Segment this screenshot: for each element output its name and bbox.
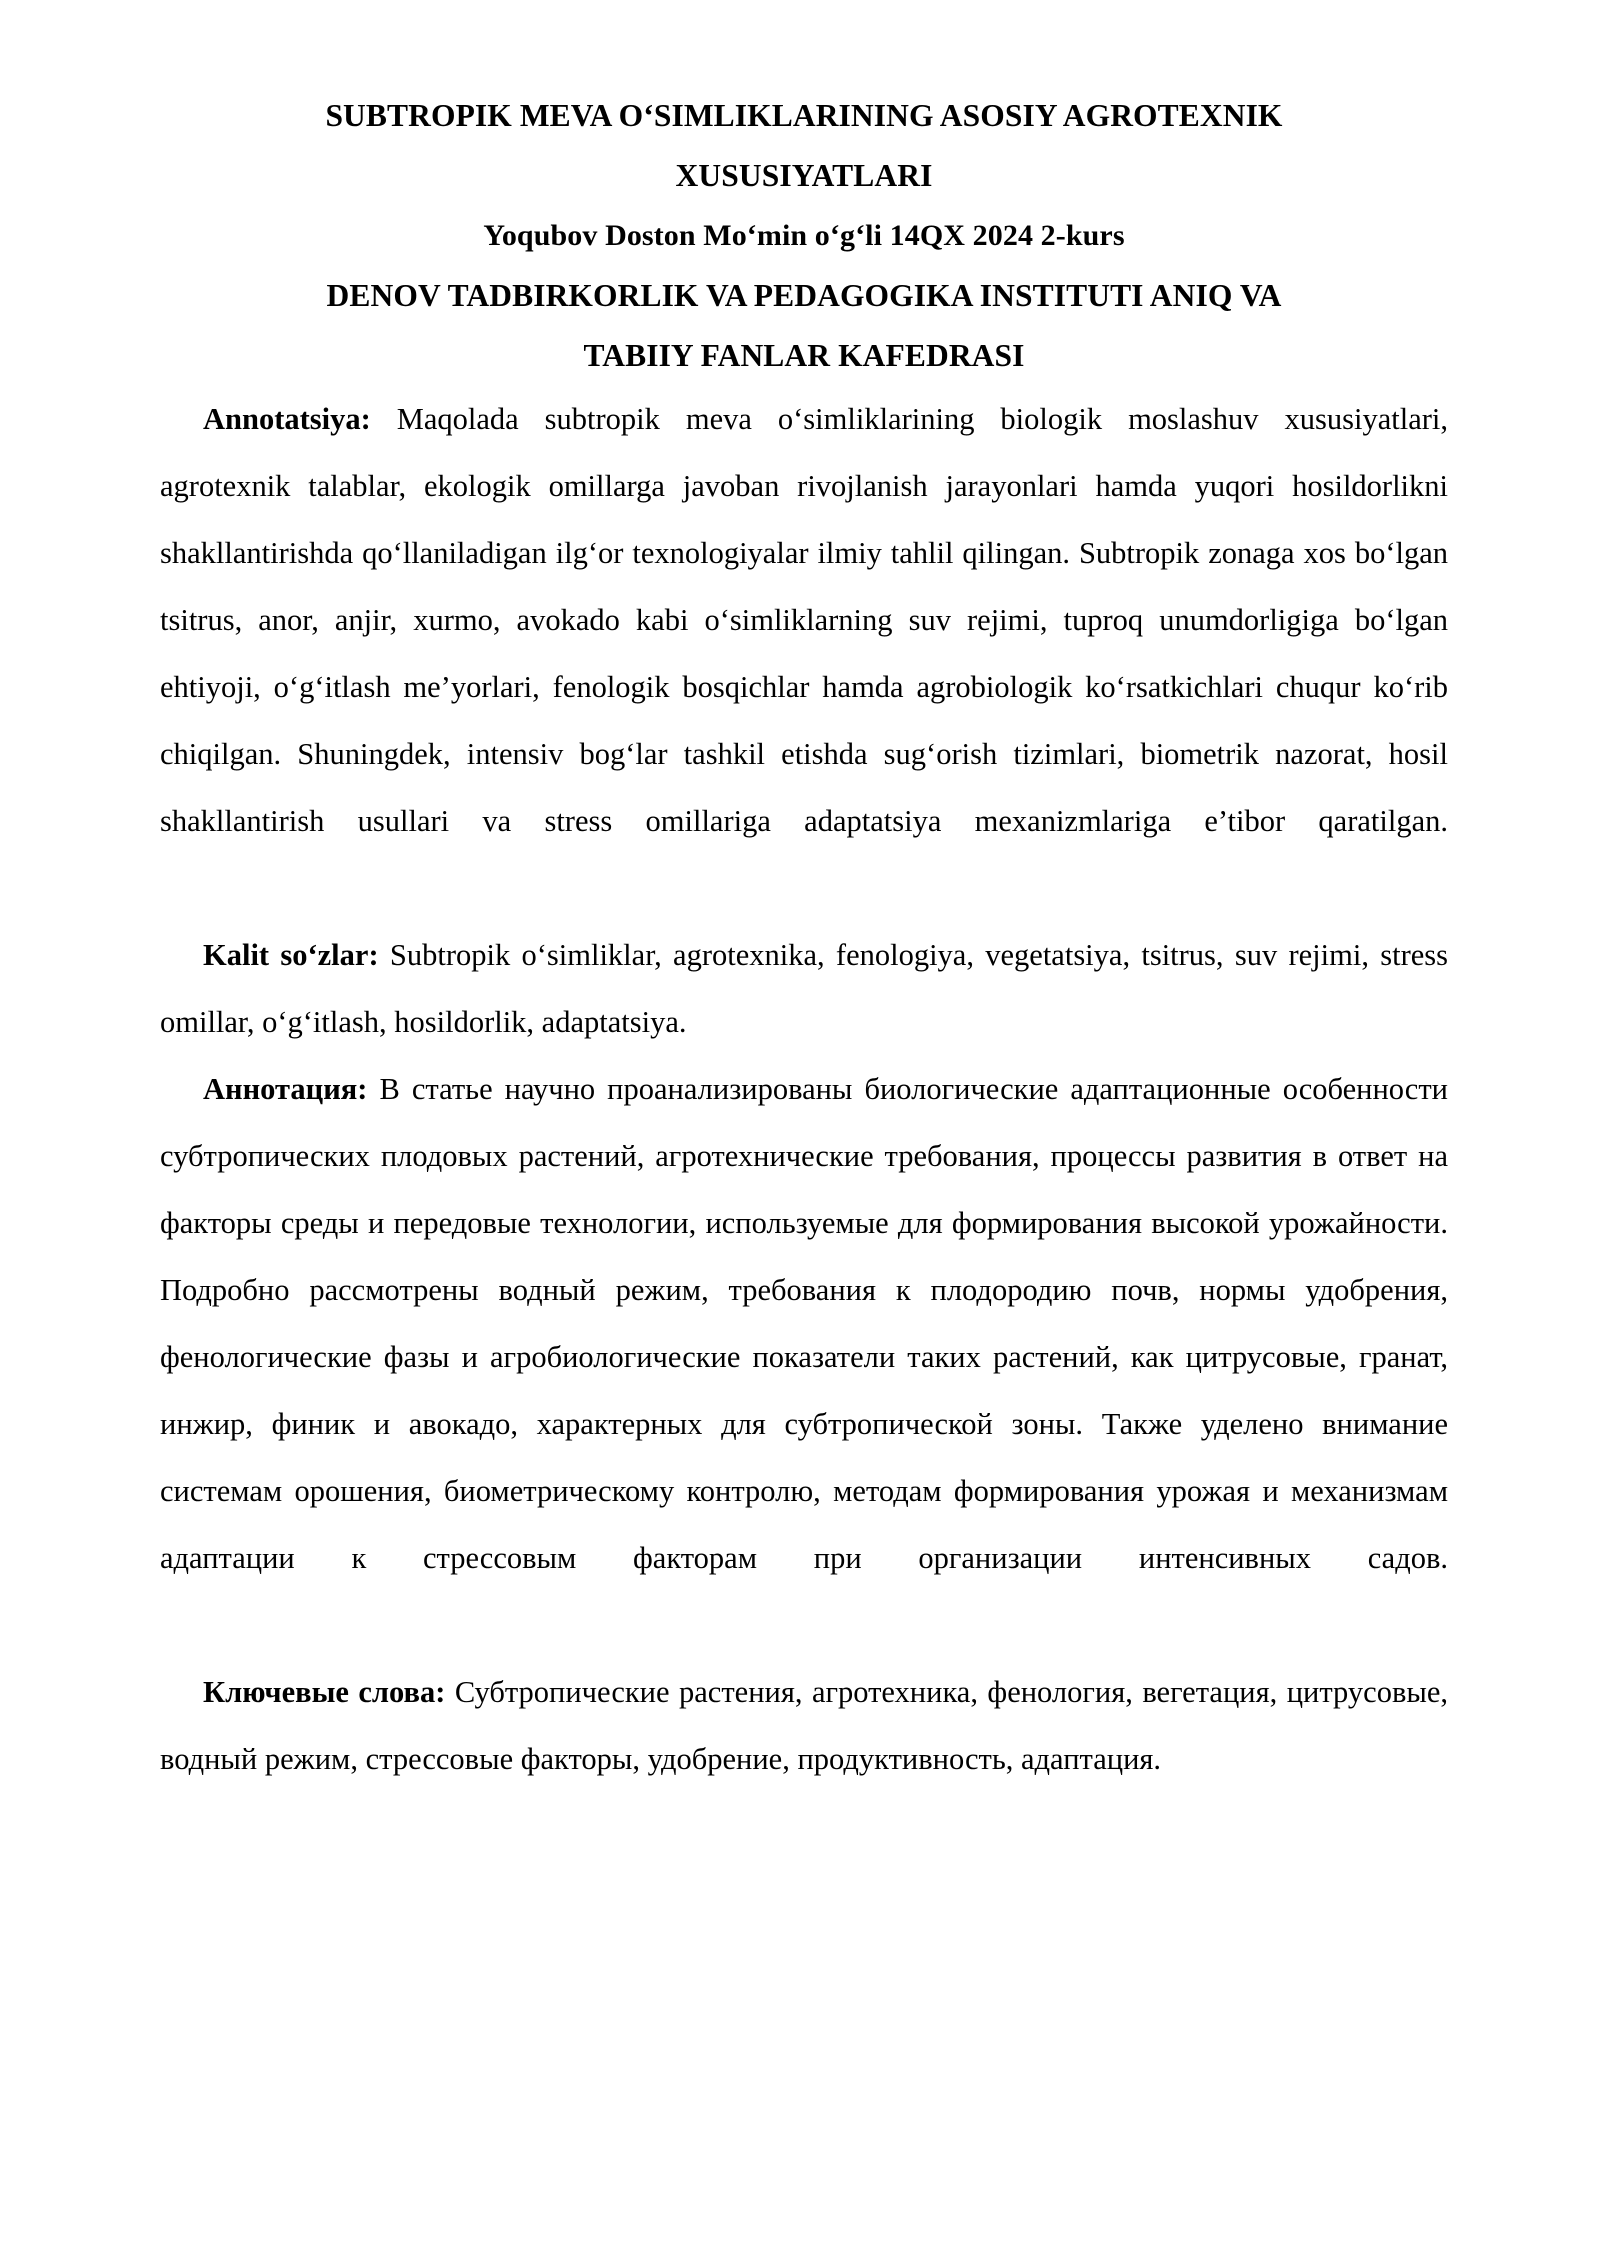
document-body bbox=[160, 86, 1448, 1793]
abstract-uz-text: Maqolada subtropik meva o‘simliklarining biologik moslashuv xususiyatlari, agrotexnik talablar, ekologik omillarga javoban rivojlanish jarayonlari hamda yuqori hosildorlikni shakllantirishda qo‘llaniladigan ilg‘or texnologiyalar ilmiy tahlil qilingan. Subtropik zonaga xos bo‘lgan tsitrus, anor, anjir, xurmo, avokado kabi o‘simliklarning suv rejimi, tuproq unumdorligiga bo‘lgan ehtiyoji, o‘g‘itlash me’yorlari, fenologik bosqichlar hamda agrobiologik ko‘rsatkichlari chuqur ko‘rib chiqilgan. Shuningdek, intensiv bog‘lar tashkil etishda sug‘orish tizimlari, biometrik nazorat, hosil shakllantirish usullari va stress omillariga adaptatsiya mexanizmlariga e’tibor qaratilgan. bbox=[160, 402, 1449, 838]
article-author: Yoqubov Doston Mo‘min o‘g‘li 14QX 2024 2-kurs bbox=[483, 219, 1125, 252]
abstract-ru-label: Аннотация: bbox=[203, 1072, 368, 1106]
keywords-uz-paragraph bbox=[160, 922, 1448, 1056]
keywords-ru-label: Ключевые слова: bbox=[203, 1675, 446, 1709]
article-title-line-2: XUSUSIYATLARI bbox=[675, 158, 933, 193]
abstract-ru-text: В статье научно проанализированы биологические адаптационные особенности субтропических плодовых растений, агротехнические требования, процессы развития в ответ на факторы среды и передовые технологии, используемые для формирования высокой урожайности. Подробно рассмотрены водный режим, требования к плодородию почв, нормы удобрения, фенологические фазы и агробиологические показатели таких растений, как цитрусовые, гранат, инжир, финик и авокадо, характерных для субтропической зоны. Также уделено внимание системам орошения, биометрическому контролю, методам формирования урожая и механизмам адаптации к стрессовым факторам при организации интенсивных садов. bbox=[160, 1072, 1448, 1575]
abstract-ru-paragraph bbox=[160, 1056, 1448, 1659]
abstract-uz-paragraph bbox=[160, 386, 1448, 922]
keywords-uz-label: Kalit so‘zlar: bbox=[203, 938, 379, 972]
keywords-ru-text: Субтропические растения, агротехника, фенология, вегетация, цитрусовые, водный режим, стрессовые факторы, удобрение, продуктивность, адаптация. bbox=[160, 1675, 1449, 1776]
affiliation-line-1: DENOV TADBIRKORLIK VA PEDAGOGIKA INSTITUTI ANIQ VA bbox=[326, 278, 1282, 313]
keywords-uz-text: Subtropik o‘simliklar, agrotexnika, fenologiya, vegetatsiya, tsitrus, suv rejimi, stress omillar, o‘g‘itlash, hosildorlik, adaptatsiya. bbox=[160, 938, 1449, 1039]
abstract-uz-label: Annotatsiya: bbox=[203, 402, 371, 436]
keywords-ru-paragraph bbox=[160, 1659, 1448, 1793]
affiliation-line-2: TABIIY FANLAR KAFEDRASI bbox=[583, 338, 1025, 373]
article-title-line-1: SUBTROPIK MEVA O‘SIMLIKLARINING ASOSIY AGROTEXNIK bbox=[325, 98, 1283, 133]
